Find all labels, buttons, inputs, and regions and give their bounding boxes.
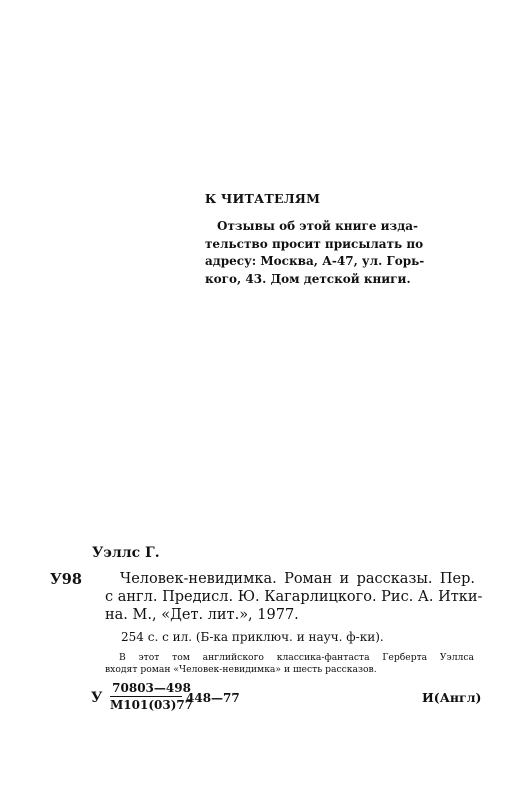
classification-fraction (110, 681, 193, 712)
catalog-description (105, 570, 483, 624)
classification-code: 448—77 (186, 691, 240, 705)
fraction-denominator: М101(03)77 (110, 698, 194, 712)
catalog-annotation (105, 652, 474, 676)
annotation-line: входят роман «Человек-невидимка» и шесть рассказов. (105, 664, 377, 675)
classification-letter: У (91, 690, 103, 706)
description-line: с англ. Предисл. Ю. Кагарлицкого. Рис. А. Итки- (105, 589, 483, 605)
catalog-author: Уэллс Г. (92, 545, 160, 561)
fraction-numerator: 70803—498 (112, 681, 191, 695)
notice-line: Отзывы об этой книге изда- (217, 219, 418, 233)
notice-line: адресу: Москва, А-47, ул. Горь- (205, 254, 425, 268)
notice-line: тельство просит присылать по (205, 236, 424, 251)
annotation-line: В этот том английского классика-фантаста Герберта Уэллса (119, 652, 474, 663)
description-line: Человек-невидимка. Роман и рассказы. Пер. (120, 571, 475, 587)
catalog-index: У98 (50, 571, 82, 588)
description-line: на. М., «Дет. лит.», 1977. (105, 607, 299, 623)
notice-line: кого, 43. Дом детской книги. (205, 271, 411, 286)
language-code: И(Англ) (422, 690, 482, 705)
notice-title: К ЧИТАТЕЛЯМ (204, 191, 321, 206)
catalog-pages: 254 с. с ил. (Б-ка приключ. и науч. ф-ки). (121, 630, 384, 644)
notice-body (205, 218, 425, 288)
